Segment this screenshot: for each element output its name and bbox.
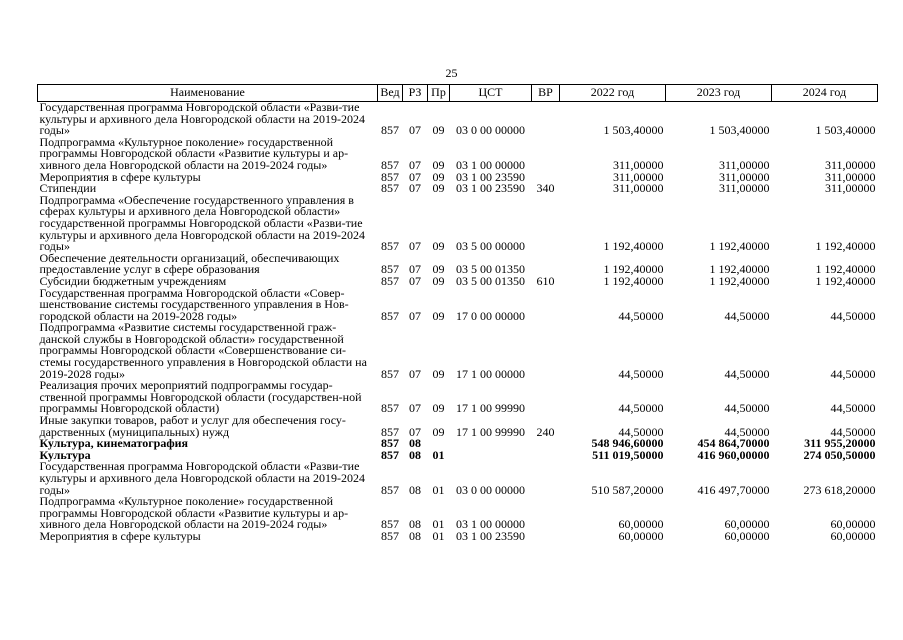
cell-2022: 44,50000 (618, 366, 664, 381)
cell-name: Стипендии (39, 181, 97, 196)
cell-cst: 17 1 00 99990 (456, 401, 525, 416)
cell-ved: 857 (381, 123, 399, 138)
cell-vr (532, 288, 560, 323)
cell-pr: 09 (432, 123, 445, 138)
cell-2023: 311,00000 (718, 157, 770, 172)
cell-rz: 08 (409, 528, 421, 543)
cell-2022: 548 946,60000 (591, 436, 664, 451)
cell-ved: 857 (381, 239, 399, 254)
cell-ved: 857 (381, 262, 399, 277)
cell-2024: 311,00000 (824, 169, 876, 184)
cell-vr (532, 195, 560, 253)
cell-2024: 44,50000 (830, 424, 876, 439)
table-row (38, 380, 878, 415)
cell-vr (532, 496, 560, 531)
cell-name: Государственная программа Новгородской области «Разви-тие культуры и архивного дела Новгородской области на 2019-2024 годы» (39, 100, 365, 138)
cell-name: Подпрограмма «Культурное поколение» государственной программы Новгородской области «Развитие культуры и ар-хивного дела Новгородской области на 2019-2024 годы» (39, 494, 349, 532)
cell-cst: 03 1 00 00000 (456, 517, 525, 532)
cell-rz: 07 (409, 157, 421, 172)
cell-2023: 1 192,40000 (709, 239, 770, 254)
cell-pr: 01 (432, 482, 445, 497)
cell-2022: 510 587,20000 (591, 482, 664, 497)
cell-rz: 07 (409, 308, 421, 323)
cell-pr: 09 (432, 169, 445, 184)
table-row (38, 322, 878, 380)
cell-ved: 857 (381, 366, 399, 381)
cell-name: Культура, кинематография (39, 436, 189, 451)
cell-2024: 1 192,40000 (815, 262, 876, 277)
column-header-2023: 2023 год (666, 85, 772, 102)
cell-name: Мероприятия в сфере культуры (39, 528, 201, 543)
page-number: 25 (445, 66, 458, 80)
cell-name: Обеспечение деятельности организаций, обеспечивающих предоставление услуг в сфере образования (39, 250, 340, 277)
cell-rz: 08 (409, 517, 421, 532)
cell-cst: 03 1 00 00000 (456, 157, 525, 172)
cell-pr: 01 (432, 517, 445, 532)
cell-pr: 09 (432, 239, 445, 254)
cell-rz: 07 (409, 169, 421, 184)
cell-vr (532, 102, 560, 137)
cell-cst: 17 1 00 00000 (456, 366, 525, 381)
cell-2024: 1 192,40000 (815, 239, 876, 254)
cell-rz: 07 (409, 273, 421, 288)
cell-2024: 311,00000 (824, 157, 876, 172)
cell-cst: 03 1 00 23590 (456, 528, 525, 543)
column-header-pr: Пр (428, 85, 450, 102)
cell-vr (532, 380, 560, 415)
table-row (38, 288, 878, 323)
table-row (38, 531, 878, 543)
cell-2023: 60,00000 (724, 528, 770, 543)
column-header-vr: ВР (532, 85, 560, 102)
table-row (38, 102, 878, 137)
cell-cst: 03 1 00 23590 (456, 169, 525, 184)
cell-cst: 03 5 00 01350 (456, 262, 525, 277)
cell-rz: 08 (409, 436, 421, 451)
cell-name: Государственная программа Новгородской области «Совер-шенствование системы государственного управления в Нов-городской области на 2019-2028 годы» (39, 285, 349, 323)
cell-2022: 1 192,40000 (603, 239, 664, 254)
cell-pr: 09 (432, 366, 445, 381)
cell-2024: 273 618,20000 (803, 482, 876, 497)
column-header-cst: ЦСТ (450, 85, 532, 102)
cell-pr: 01 (432, 447, 445, 462)
cell-2022: 60,00000 (618, 517, 664, 532)
column-header-ved: Вед (378, 85, 403, 102)
cell-cst (450, 450, 532, 462)
cell-rz: 07 (409, 239, 421, 254)
cell-pr: 09 (432, 308, 445, 323)
column-header-2022: 2022 год (560, 85, 666, 102)
cell-vr (532, 438, 560, 450)
cell-name: Подпрограмма «Развитие системы государственной граж-данской службы в Новгородской области» государственной программы Новгородской области «Совершенствование си-стемы государственного управления в Новгородской области на 2019-2028 годы» (39, 320, 367, 381)
cell-2024: 311,00000 (824, 181, 876, 196)
cell-2022: 44,50000 (618, 308, 664, 323)
cell-name: Государственная программа Новгородской области «Разви-тие культуры и архивного дела Новгородской области на 2019-2024 годы» (39, 459, 365, 497)
cell-2024: 60,00000 (830, 528, 876, 543)
cell-cst: 17 1 00 99990 (456, 424, 525, 439)
cell-vr: 610 (536, 273, 555, 288)
cell-ved: 857 (381, 401, 399, 416)
cell-name: Реализация прочих мероприятий подпрограммы государ-ственной программы Новгородской области (государствен-ной программы Новгородской области) (39, 378, 362, 416)
cell-2022: 44,50000 (618, 401, 664, 416)
cell-2023: 44,50000 (724, 308, 770, 323)
budget-table (37, 84, 878, 543)
cell-2022: 311,00000 (612, 157, 664, 172)
cell-2024: 44,50000 (830, 401, 876, 416)
cell-ved: 857 (381, 517, 399, 532)
table-body (38, 102, 878, 543)
cell-ved: 857 (381, 482, 399, 497)
cell-vr (532, 531, 560, 543)
cell-cst: 03 1 00 23590 (456, 181, 525, 196)
table-row (38, 415, 878, 438)
cell-2022: 1 503,40000 (603, 123, 664, 138)
cell-pr: 09 (432, 401, 445, 416)
column-header-rz: РЗ (403, 85, 428, 102)
cell-2024: 1 192,40000 (815, 273, 876, 288)
table-row (38, 253, 878, 276)
cell-vr: 340 (536, 181, 555, 196)
cell-2024: 44,50000 (830, 308, 876, 323)
cell-2022: 60,00000 (618, 528, 664, 543)
cell-ved: 857 (381, 424, 399, 439)
cell-cst: 03 5 00 00000 (456, 239, 525, 254)
cell-2023: 416 960,00000 (697, 447, 770, 462)
cell-2024: 311 955,20000 (804, 436, 876, 451)
cell-rz: 08 (409, 447, 421, 462)
cell-cst: 17 0 00 00000 (456, 308, 525, 323)
cell-rz: 07 (409, 262, 421, 277)
cell-pr: 09 (432, 157, 445, 172)
column-header-2024: 2024 год (772, 85, 878, 102)
cell-cst: 03 5 00 01350 (456, 273, 525, 288)
cell-rz: 07 (409, 401, 421, 416)
cell-2022: 511 019,50000 (592, 447, 664, 462)
cell-ved: 857 (381, 528, 399, 543)
cell-vr (532, 450, 560, 462)
cell-2023: 1 503,40000 (709, 123, 770, 138)
cell-2024: 44,50000 (830, 366, 876, 381)
cell-vr (532, 461, 560, 496)
cell-2022: 311,00000 (612, 181, 664, 196)
cell-pr: 09 (432, 273, 445, 288)
cell-2023: 44,50000 (724, 424, 770, 439)
cell-name: Иные закупки товаров, работ и услуг для обеспечения госу-дарственных (муниципальных) нужд (39, 413, 346, 439)
cell-2022: 1 192,40000 (603, 262, 664, 277)
table-row (38, 496, 878, 531)
cell-vr (532, 322, 560, 380)
cell-2022: 311,00000 (612, 169, 664, 184)
cell-2023: 1 192,40000 (709, 273, 770, 288)
cell-2022: 1 192,40000 (603, 273, 664, 288)
cell-2023: 60,00000 (724, 517, 770, 532)
cell-2024: 274 050,50000 (803, 447, 876, 462)
cell-rz: 08 (409, 482, 421, 497)
table-row (38, 195, 878, 253)
cell-2024: 1 503,40000 (815, 123, 876, 138)
cell-ved: 857 (381, 308, 399, 323)
cell-name: Культура (39, 447, 91, 462)
cell-name: Субсидии бюджетным учреждениям (39, 273, 227, 288)
cell-2022: 44,50000 (618, 424, 664, 439)
cell-cst: 03 0 00 00000 (456, 482, 525, 497)
cell-pr: 01 (432, 528, 445, 543)
cell-ved: 857 (381, 436, 399, 451)
cell-vr (532, 253, 560, 276)
cell-vr: 240 (536, 424, 555, 439)
cell-2023: 416 497,70000 (697, 482, 770, 497)
table-row (38, 461, 878, 496)
cell-rz: 07 (409, 366, 421, 381)
cell-name: Подпрограмма «Культурное поколение» государственной программы Новгородской области «Развитие культуры и ар-хивного дела Новгородской области на 2019-2024 годы» (39, 134, 349, 172)
cell-2023: 1 192,40000 (709, 262, 770, 277)
cell-ved: 857 (381, 169, 399, 184)
cell-vr (532, 137, 560, 172)
cell-rz: 07 (409, 424, 421, 439)
table-header-row (38, 85, 878, 102)
cell-ved: 857 (381, 273, 399, 288)
cell-cst: 03 0 00 00000 (456, 123, 525, 138)
cell-2023: 454 864,70000 (697, 436, 770, 451)
cell-ved: 857 (381, 181, 399, 196)
table-row (38, 137, 878, 172)
cell-ved: 857 (381, 447, 399, 462)
column-header-name: Наименование (38, 85, 378, 102)
cell-rz: 07 (409, 123, 421, 138)
cell-pr: 09 (432, 181, 445, 196)
cell-2023: 311,00000 (718, 169, 770, 184)
cell-name: Мероприятия в сфере культуры (39, 169, 201, 184)
cell-ved: 857 (381, 157, 399, 172)
cell-pr: 09 (432, 262, 445, 277)
cell-2023: 44,50000 (724, 401, 770, 416)
cell-2024: 60,00000 (830, 517, 876, 532)
cell-cst (450, 438, 532, 450)
cell-name: Подпрограмма «Обеспечение государственного управления в сферах культуры и архивного дела Новгородской области» государственной программы Новгородской области «Разви-тие культуры и архивного дела Новгородской области на 2019-2024 годы» (39, 192, 365, 254)
cell-2023: 311,00000 (718, 181, 770, 196)
cell-pr: 09 (432, 424, 445, 439)
cell-2023: 44,50000 (724, 366, 770, 381)
cell-rz: 07 (409, 181, 421, 196)
